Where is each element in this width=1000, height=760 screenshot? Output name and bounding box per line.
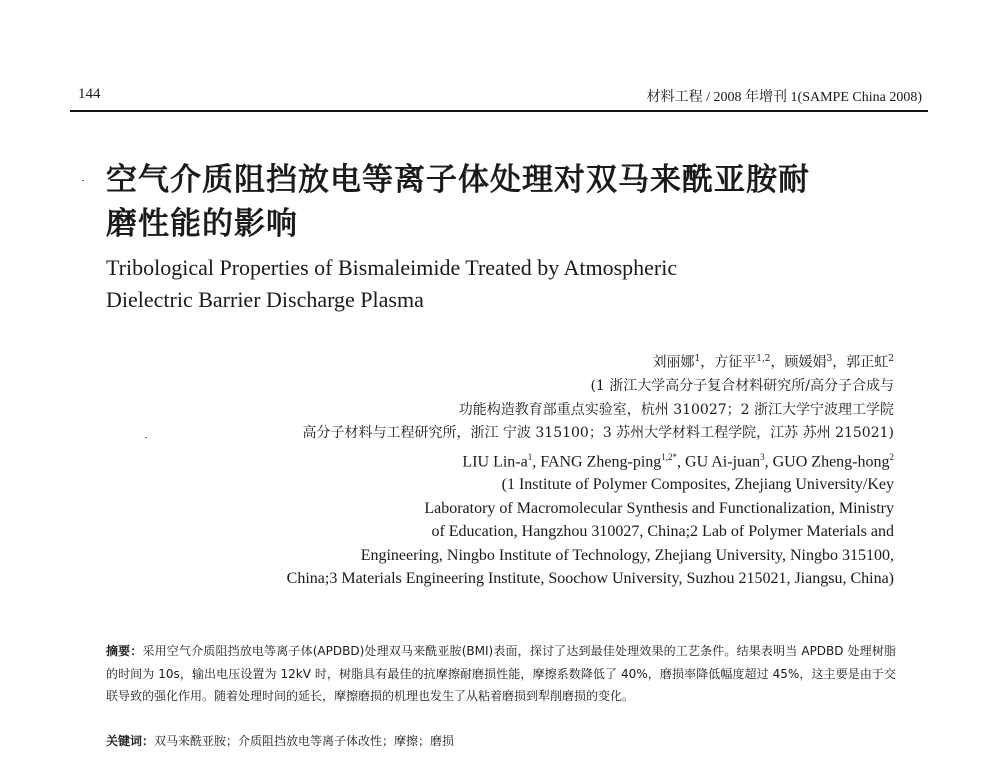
author-sep: ， bbox=[832, 354, 847, 371]
author-cn-3: 顾媛娟 bbox=[784, 354, 827, 371]
author-sep: , bbox=[764, 452, 773, 470]
author-en-3-sup: 3 bbox=[760, 451, 765, 462]
author-en-2: FANG Zheng-ping bbox=[540, 452, 662, 470]
affiliation-en-line: China;3 Materials Engineering Institute, Soochow University, Suzhou 215021, Jiangsu, China) bbox=[286, 570, 894, 588]
affiliation-en-line: of Education, Hangzhou 310027, China;2 Lab of Polymer Materials and bbox=[431, 523, 894, 541]
keywords bbox=[106, 730, 896, 752]
authors-english bbox=[74, 446, 894, 474]
page-number: 144 bbox=[78, 86, 101, 102]
abstract-label: 摘要： bbox=[106, 644, 143, 658]
title-cn-line1: 空气介质阻挡放电等离子体处理对双马来酰亚胺耐 bbox=[106, 162, 810, 198]
authors-chinese bbox=[74, 348, 894, 375]
author-sep: ， bbox=[700, 354, 715, 371]
affiliation-en-line: Laboratory of Macromolecular Synthesis and Functionalization, Ministry bbox=[424, 499, 894, 517]
author-cn-1-sup: 1 bbox=[694, 354, 701, 364]
abstract-text: 采用空气介质阻挡放电等离子体(APDBD)处理双马来酰亚胺(BMI)表面，探讨了达到最佳处理效果的工艺条件。结果表明当 APDBD 处理树脂的时间为 10s，输出电压设置为 12kV 时，树脂具有最佳的抗摩擦耐磨损性能，摩擦系数降低了 40%，磨损率降低幅度超过 45%，这主要是由于交联导致的强化作用。随着处理时间的延长，摩擦磨损的机理也发生了从粘着磨损到犁削磨损的变化。 bbox=[106, 644, 896, 703]
keywords-label: 关键词： bbox=[106, 734, 155, 748]
author-en-4: GUO Zheng-hong bbox=[772, 452, 890, 470]
affiliation-en-line: (1 Institute of Polymer Composites, Zhejiang University/Key bbox=[501, 476, 894, 494]
scan-speck bbox=[82, 180, 84, 181]
title-cn-line2: 磨性能的影响 bbox=[106, 206, 298, 242]
title-en-line2: Dielectric Barrier Discharge Plasma bbox=[106, 287, 424, 312]
affiliation-cn-line: (1 浙江大学高分子复合材料研究所/高分子合成与 bbox=[590, 378, 894, 395]
author-sep: , bbox=[532, 452, 541, 470]
affiliation-cn-line: 功能构造教育部重点实验室，杭州 310027；2 浙江大学宁波理工学院 bbox=[458, 401, 894, 418]
author-en-3: GU Ai-juan bbox=[685, 452, 761, 470]
title-english bbox=[106, 252, 906, 316]
journal-running-head: 材料工程 / 2008 年增刊 1(SAMPE China 2008) bbox=[646, 90, 922, 105]
author-en-1-sup: 1 bbox=[527, 451, 533, 462]
affiliation-en-line: Engineering, Ningbo Institute of Technology, Zhejiang University, Ningbo 315100, bbox=[360, 546, 894, 564]
author-cn-4-sup: 2 bbox=[888, 354, 894, 364]
title-chinese bbox=[106, 158, 906, 246]
author-cn-2: 方征平 bbox=[714, 354, 757, 371]
authors-affiliations bbox=[74, 348, 894, 591]
affiliation-cn-line: 高分子材料与工程研究所，浙江 宁波 315100；3 苏州大学材料工程学院，江苏 苏州 215021) bbox=[302, 425, 894, 442]
author-cn-2-sup: 1,2 bbox=[756, 354, 771, 364]
author-cn-3-sup: 3 bbox=[826, 354, 833, 364]
abstract bbox=[106, 640, 896, 708]
keywords-text: 双马来酰亚胺；介质阻挡放电等离子体改性；摩擦；磨损 bbox=[154, 734, 455, 748]
author-en-1: LIU Lin-a bbox=[462, 452, 528, 470]
title-en-line1: Tribological Properties of Bismaleimide Treated by Atmospheric bbox=[106, 255, 678, 280]
author-sep: , bbox=[677, 452, 686, 470]
author-cn-4: 郭正虹 bbox=[846, 354, 889, 371]
author-sep: ， bbox=[770, 354, 785, 371]
author-en-4-sup: 2 bbox=[889, 451, 894, 462]
header-rule bbox=[70, 110, 928, 112]
author-en-2-sup: 1,2* bbox=[661, 451, 678, 462]
author-cn-1: 刘丽娜 bbox=[652, 354, 695, 371]
